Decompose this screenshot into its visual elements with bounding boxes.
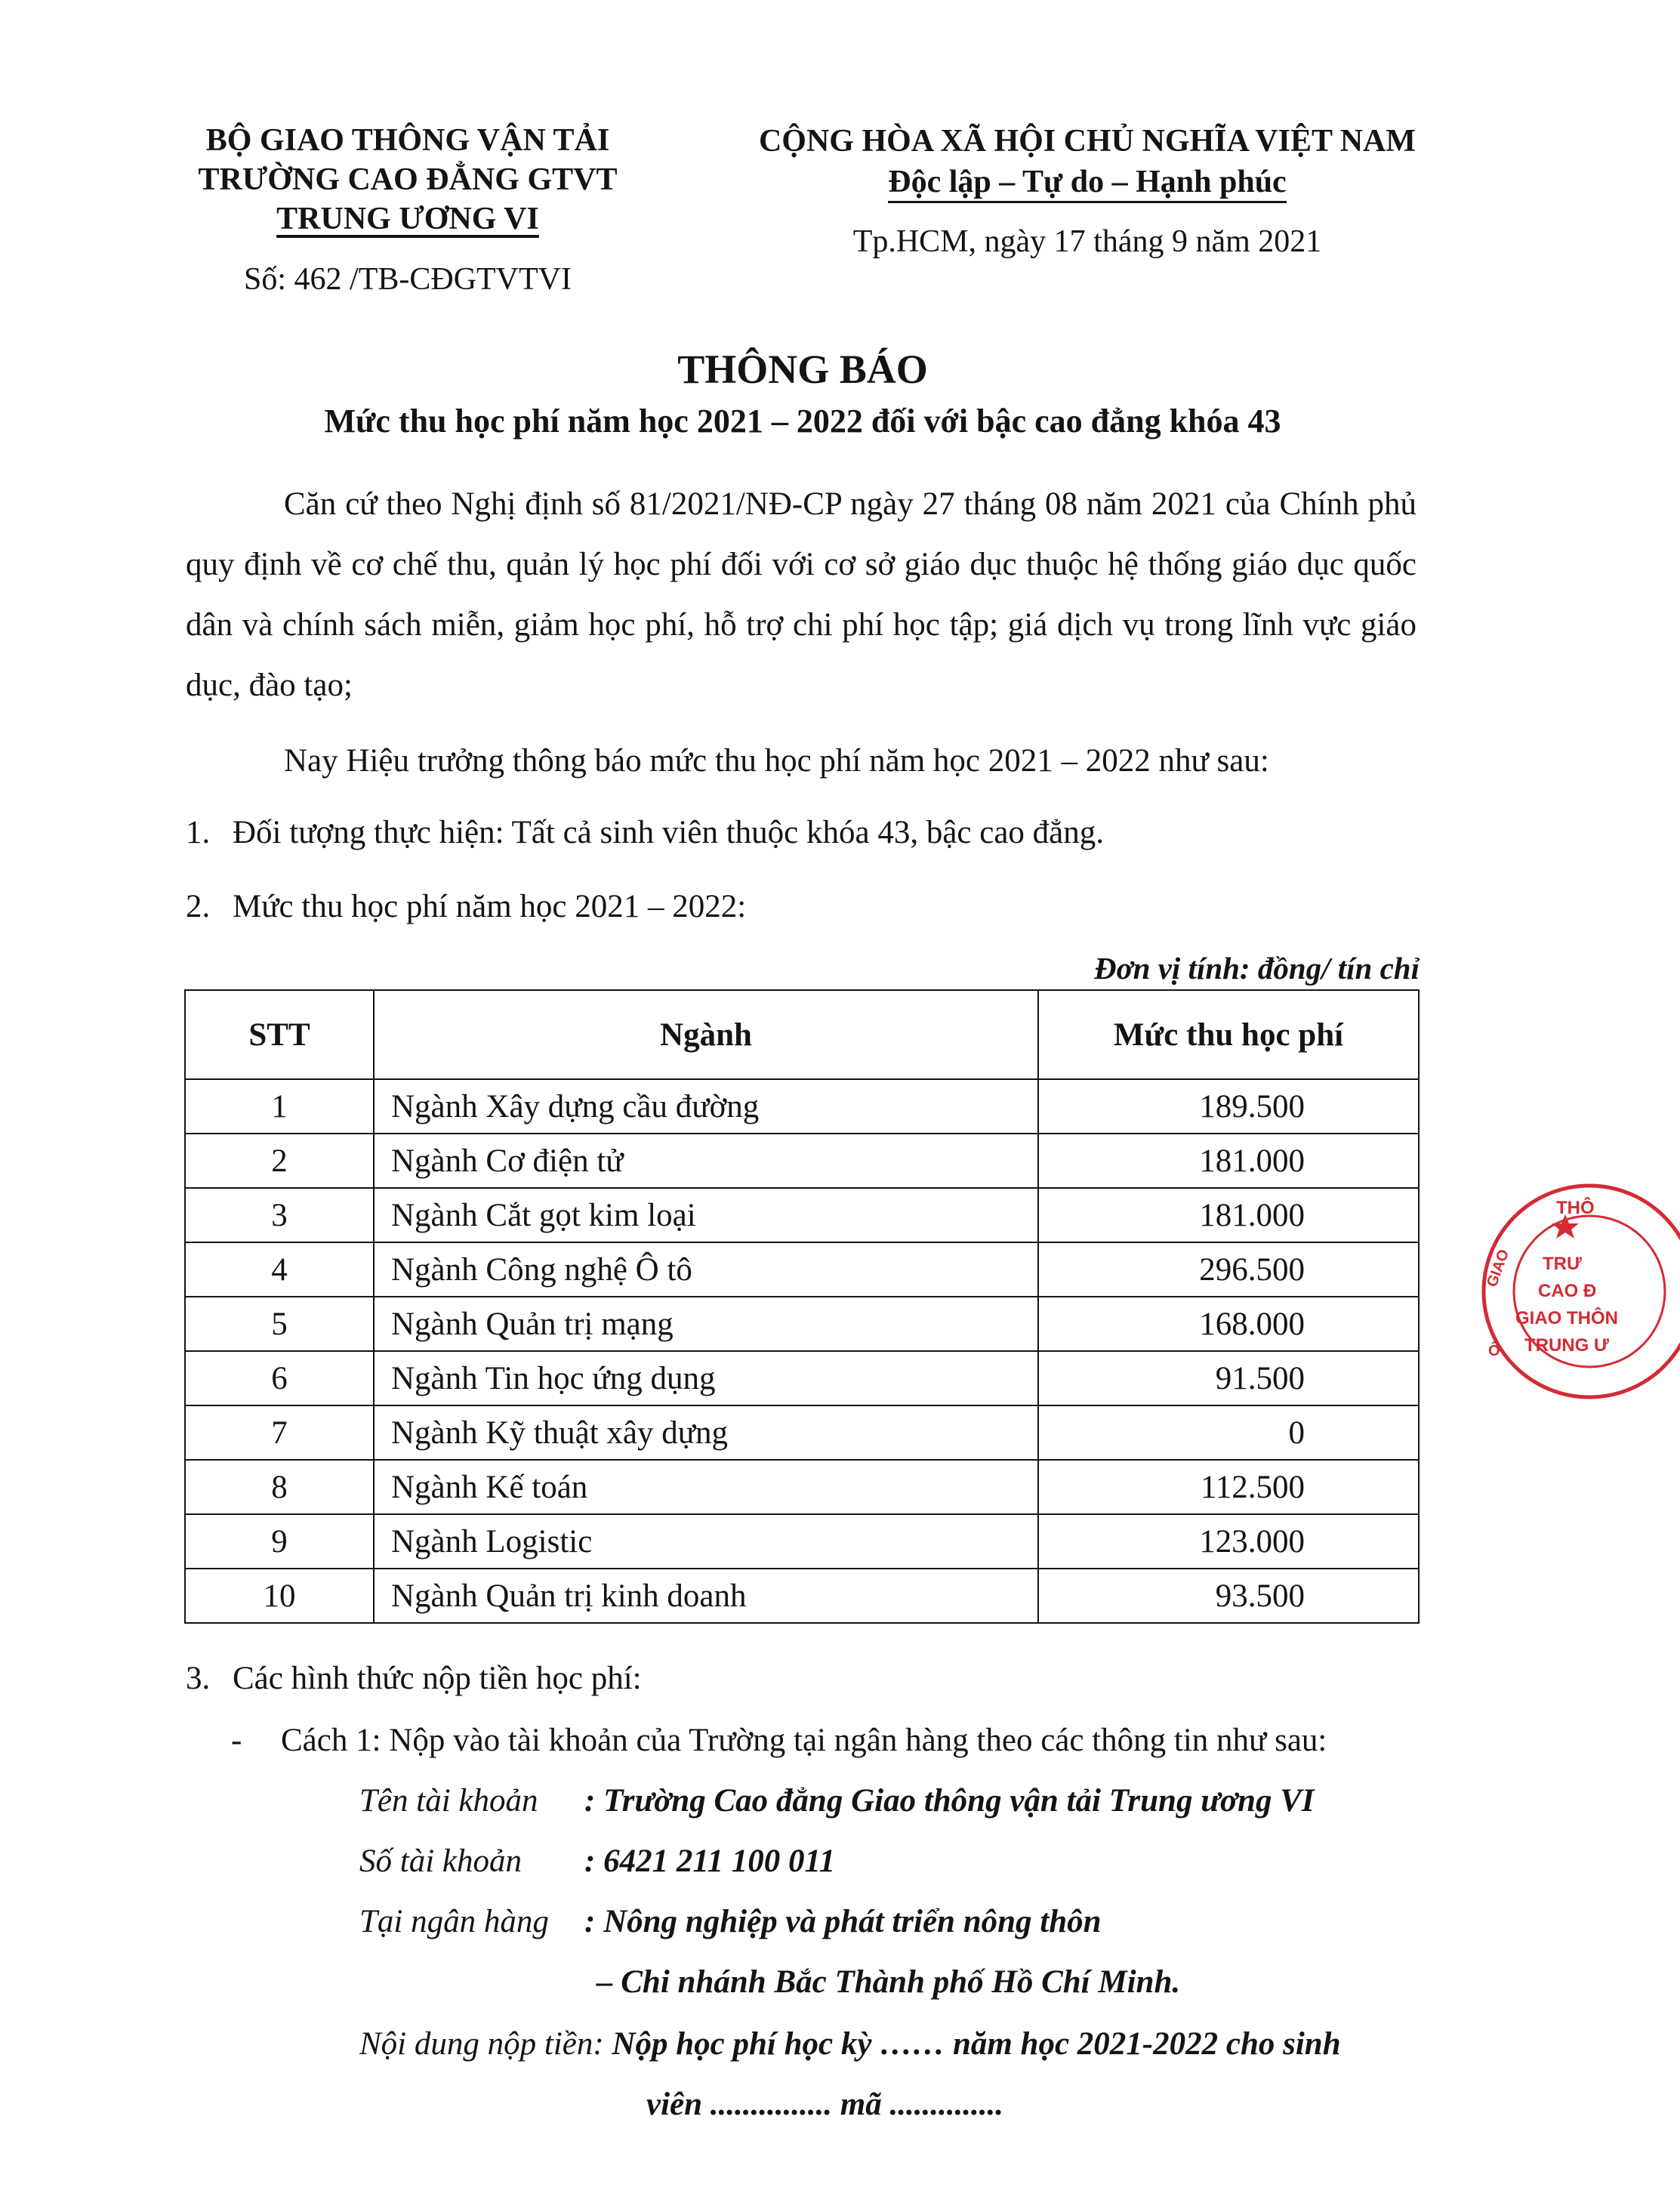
table-row: [185, 1188, 1419, 1242]
table-row: [185, 1405, 1419, 1460]
row-stt: 8: [185, 1460, 374, 1514]
table-row: [185, 1242, 1419, 1297]
stamp-inner-text: CAO Đ: [1538, 1281, 1597, 1301]
row-stt: 2: [185, 1134, 374, 1188]
list-item-text: Đối tượng thực hiện: Tất cả sinh viên thuộc khóa 43, bậc cao đẳng.: [233, 815, 1105, 850]
list-item-number: 3.: [186, 1661, 211, 1696]
row-major: Ngành Kế toán: [374, 1460, 1038, 1514]
account-name-label: Tên tài khoản: [359, 1783, 538, 1819]
document-subtitle: Mức thu học phí năm học 2021 – 2022 đối với bậc cao đẳng khóa 43: [324, 403, 1281, 440]
row-major: Ngành Cắt gọt kim loại: [374, 1188, 1038, 1242]
tuition-fee-table: [184, 989, 1420, 1624]
column-header-major: Ngành: [374, 990, 1038, 1079]
stamp-inner-text: GIAO THÔN: [1515, 1308, 1618, 1328]
row-major: Ngành Kỹ thuật xây dựng: [374, 1405, 1038, 1460]
row-stt: 10: [185, 1569, 374, 1623]
list-item-text: Các hình thức nộp tiền học phí:: [233, 1661, 642, 1696]
list-item-number: 2.: [186, 889, 211, 924]
bullet-dash: -: [231, 1723, 242, 1758]
list-item: [186, 814, 1104, 851]
bank-label: Tại ngân hàng: [359, 1904, 549, 1939]
row-fee: 296.500: [1038, 1242, 1419, 1297]
row-major: Ngành Tin học ứng dụng: [374, 1351, 1038, 1405]
row-stt: 5: [185, 1297, 374, 1351]
stamp-ring-text: GIAO: [1484, 1247, 1513, 1290]
row-major: Ngành Công nghệ Ô tô: [374, 1242, 1038, 1297]
list-item-number: 1.: [186, 815, 211, 850]
legal-basis-paragraph: Căn cứ theo Nghị định số 81/2021/NĐ-CP ngày 27 tháng 08 năm 2021 của Chính phủ quy định về cơ chế thu, quản lý học phí đối với cơ sở giáo dục thuộc hệ thống giáo dục quốc dân và chính sách miễn, giảm học phí, hỗ trợ chi phí học tập; giá dịch vụ trong lĩnh vực giáo dục, đào tạo;: [186, 486, 1416, 703]
table-row: [185, 1514, 1419, 1569]
list-item: [186, 888, 746, 925]
row-stt: 4: [185, 1242, 374, 1297]
payment-content-value: Nộp học phí học kỳ …… năm học 2021-2022 cho sinh: [612, 2026, 1341, 2062]
row-stt: 6: [185, 1351, 374, 1405]
row-stt: 7: [185, 1405, 374, 1460]
stamp-inner-text: TRUNG Ư: [1524, 1335, 1609, 1356]
official-stamp: [1453, 1178, 1680, 1405]
stamp-inner-text: TRƯ: [1543, 1254, 1582, 1274]
row-major: Ngành Cơ điện tử: [374, 1134, 1038, 1188]
stamp-ring-text: THÔ: [1556, 1198, 1595, 1218]
row-stt: 9: [185, 1514, 374, 1569]
payment-method-1: [231, 1722, 1327, 1759]
row-fee: 168.000: [1038, 1297, 1419, 1351]
motto: Độc lập – Tự do – Hạnh phúc: [888, 165, 1286, 203]
document-title: THÔNG BÁO: [677, 347, 928, 392]
row-fee: 0: [1038, 1405, 1419, 1460]
unit-note: Đơn vị tính: đồng/ tín chỉ: [1094, 951, 1420, 986]
school-name-line2: TRUNG ƯƠNG VI: [276, 202, 539, 236]
account-number-value: : 6421 211 100 011: [584, 1843, 836, 1879]
table-header-row: [185, 990, 1419, 1079]
account-number-line: [359, 1843, 835, 1880]
account-number-label: Số tài khoản: [359, 1843, 522, 1879]
bank-branch: – Chi nhánh Bắc Thành phố Hồ Chí Minh.: [596, 1964, 1181, 2000]
list-item: [186, 1660, 642, 1697]
bank-line: [359, 1903, 1102, 1940]
announcement-paragraph: Nay Hiệu trưởng thông báo mức thu học phí năm học 2021 – 2022 như sau:: [284, 743, 1269, 779]
row-fee: 189.500: [1038, 1079, 1419, 1134]
country-name: CỘNG HÒA XÃ HỘI CHỦ NGHĨA VIỆT NAM: [758, 124, 1416, 159]
document-date: Tp.HCM, ngày 17 tháng 9 năm 2021: [852, 224, 1322, 259]
row-fee: 181.000: [1038, 1134, 1419, 1188]
list-item-text: Mức thu học phí năm học 2021 – 2022:: [233, 889, 747, 924]
row-fee: 181.000: [1038, 1188, 1419, 1242]
row-major: Ngành Quản trị kinh doanh: [374, 1569, 1038, 1623]
bank-value: : Nông nghiệp và phát triển nông thôn: [584, 1904, 1102, 1939]
column-header-stt: STT: [185, 990, 374, 1079]
document-number: Số: 462 /TB-CĐGTVTVI: [244, 262, 572, 297]
account-name-line: [359, 1782, 1315, 1819]
ministry-name: BỘ GIAO THÔNG VẬN TẢI: [205, 123, 610, 158]
payment-content-continued: viên ............... mã ..............: [646, 2087, 1003, 2122]
table-row: [185, 1079, 1419, 1134]
payment-content-line: [359, 2025, 1420, 2062]
column-header-fee: Mức thu học phí: [1038, 990, 1419, 1079]
account-name-value: : Trường Cao đẳng Giao thông vận tải Trung ương VI: [584, 1783, 1315, 1819]
stamp-ring-text: Ô: [1488, 1343, 1500, 1359]
table-row: [185, 1134, 1419, 1188]
row-fee: 123.000: [1038, 1514, 1419, 1569]
school-name: TRƯỜNG CAO ĐẲNG GTVT: [198, 162, 618, 197]
payment-method-1-text: Cách 1: Nộp vào tài khoản của Trường tại ngân hàng theo các thông tin như sau:: [281, 1723, 1327, 1758]
row-major: Ngành Quản trị mạng: [374, 1297, 1038, 1351]
payment-content-label: Nội dung nộp tiền:: [359, 2026, 604, 2062]
row-stt: 1: [185, 1079, 374, 1134]
table-row: [185, 1297, 1419, 1351]
table-row: [185, 1460, 1419, 1514]
national-motto: [725, 121, 1450, 260]
row-stt: 3: [185, 1188, 374, 1242]
issuing-authority: [151, 121, 664, 298]
row-major: Ngành Logistic: [374, 1514, 1038, 1569]
table-row: [185, 1351, 1419, 1405]
row-fee: 93.500: [1038, 1569, 1419, 1623]
row-fee: 91.500: [1038, 1351, 1419, 1405]
row-major: Ngành Xây dựng cầu đường: [374, 1079, 1038, 1134]
table-row: [185, 1569, 1419, 1623]
row-fee: 112.500: [1038, 1460, 1419, 1514]
